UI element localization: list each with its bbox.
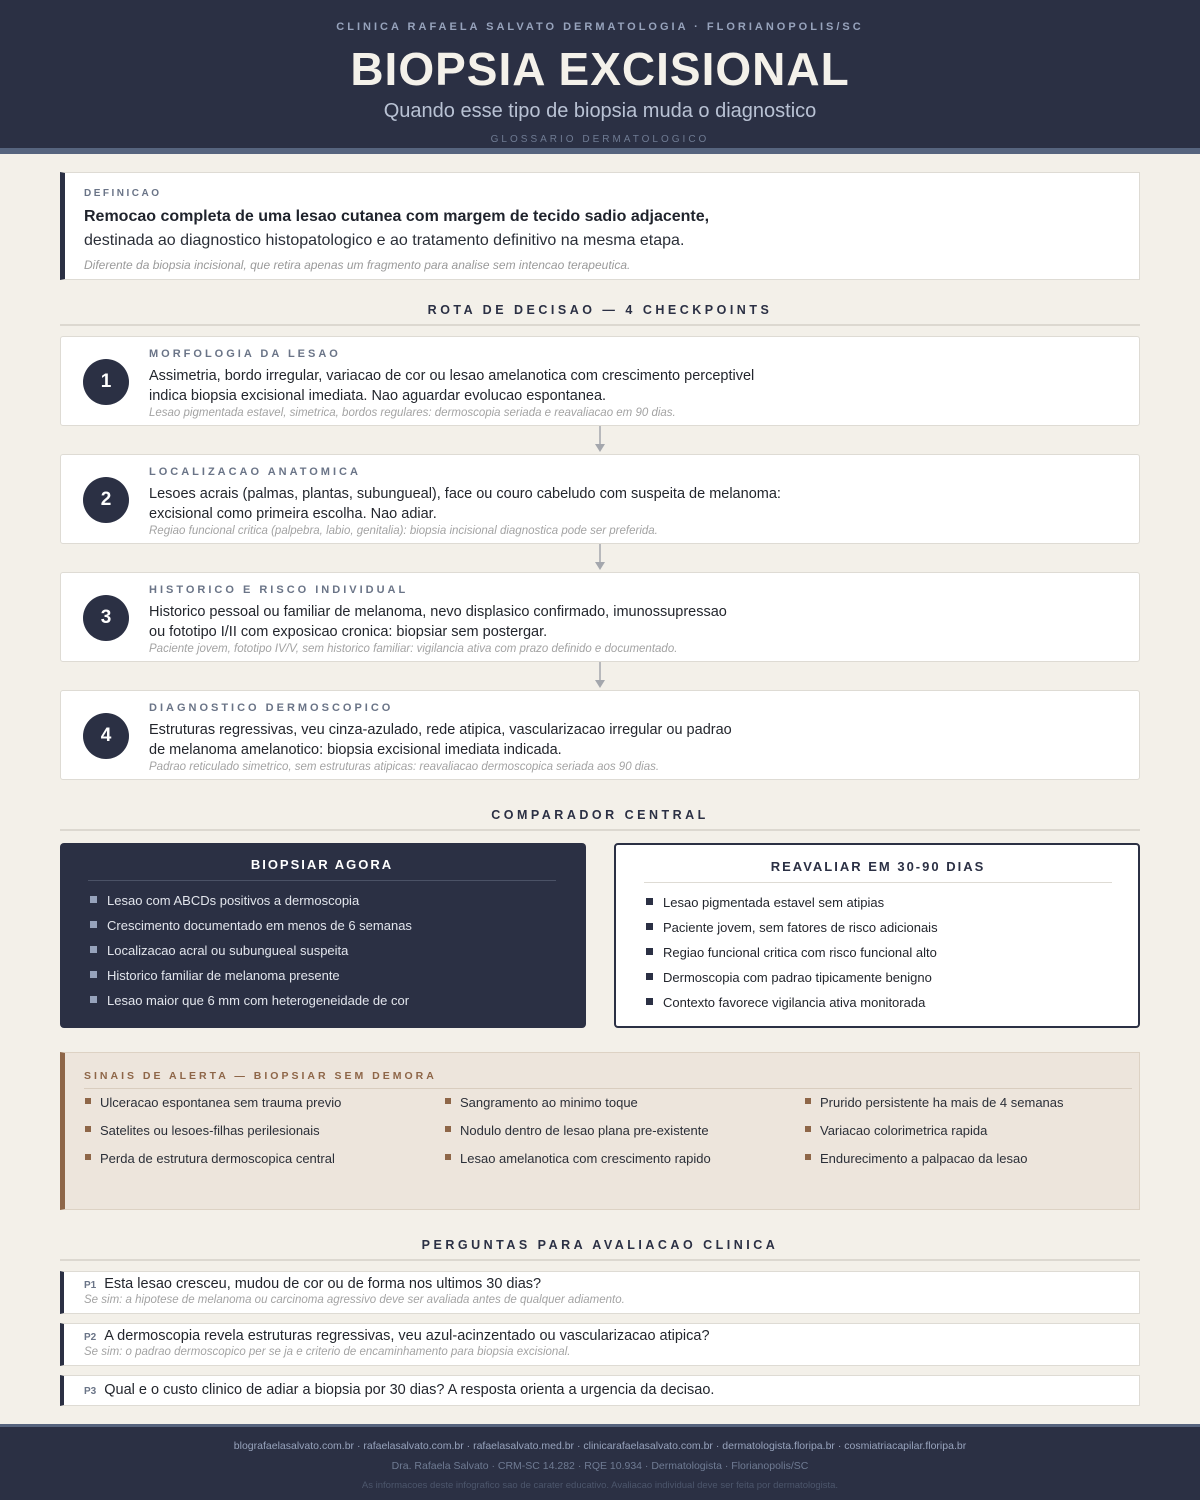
step-number-badge: 2 (83, 477, 129, 523)
step-label: HISTORICO E RISCO INDIVIDUAL (149, 584, 409, 596)
square-bullet-icon (445, 1098, 451, 1104)
route-section-title: ROTA DE DECISAO — 4 CHECKPOINTS (427, 303, 773, 317)
questions-section-title: PERGUNTAS PARA AVALIACAO CLINICA (421, 1238, 779, 1252)
alert-item-text: Lesao amelanotica com crescimento rapido (460, 1151, 711, 1166)
step-note: Padrao reticulado simetrico, sem estruturas atipicas: reavaliacao dermoscopica seriada aos 90 dias. (149, 761, 660, 773)
list-item-text: Lesao pigmentada estavel sem atipias (663, 895, 885, 910)
glossary-tagline: GLOSSARIO DERMATOLOGICO (490, 134, 710, 145)
section-divider (60, 829, 1140, 831)
alert-item-text: Endurecimento a palpacao da lesao (820, 1151, 1028, 1166)
step-text-line: de melanoma amelanotico: biopsia excisional imediata indicada. (149, 742, 562, 758)
checkpoint-2 (60, 454, 1140, 544)
page-subtitle: Quando esse tipo de biopsia muda o diagnostico (383, 100, 817, 122)
square-bullet-icon (90, 946, 97, 953)
arrow-down-icon (594, 662, 606, 690)
step-number-badge: 3 (83, 595, 129, 641)
square-bullet-icon (90, 896, 97, 903)
step-text-line: excisional como primeira escolha. Nao adiar. (149, 506, 437, 522)
definition-card (60, 172, 1140, 280)
header (0, 0, 1200, 148)
arrow-down-icon (594, 544, 606, 572)
list-item-text: Lesao com ABCDs positivos a dermoscopia (107, 893, 360, 908)
alert-item-text: Variacao colorimetrica rapida (820, 1123, 988, 1138)
list-item-text: Contexto favorece vigilancia ativa monitorada (663, 995, 926, 1010)
alert-item (805, 1151, 1027, 1166)
alert-item (805, 1123, 987, 1138)
footer-credentials: Dra. Rafaela Salvato · CRM-SC 14.282 · RQE 10.934 · Dermatologista · Florianopolis/SC (391, 1460, 809, 1472)
list-item (90, 918, 412, 943)
alert-title: SINAIS DE ALERTA — BIOPSIAR SEM DEMORA (84, 1070, 1132, 1089)
step-number-badge: 1 (83, 359, 129, 405)
square-bullet-icon (445, 1154, 451, 1160)
alert-item (445, 1095, 638, 1110)
alert-item (445, 1151, 711, 1166)
square-bullet-icon (85, 1126, 91, 1132)
footer-links: blografaelasalvato.com.br · rafaelasalvato.com.br · rafaelasalvato.med.br · clinicarafaelasalvato.com.br · dermatologista.floripa.br · cosmiatriacapilar.floripa.br (233, 1440, 967, 1452)
question-text: Qual e o custo clinico de adiar a biopsia por 30 dias? A resposta orienta a urgencia da decisao. (104, 1382, 715, 1398)
panel-title: REAVALIAR EM 30-90 DIAS (644, 859, 1112, 883)
panel-title: BIOPSIAR AGORA (88, 857, 556, 881)
checkpoint-1 (60, 336, 1140, 426)
question-text: Esta lesao cresceu, mudou de cor ou de forma nos ultimos 30 dias? (104, 1276, 542, 1292)
list-item-text: Dermoscopia com padrao tipicamente benigno (663, 970, 932, 985)
list-item (646, 995, 938, 1020)
alert-item (85, 1095, 341, 1110)
definition-lead: Remocao completa de uma lesao cutanea com margem de tecido sadio adjacente, (84, 208, 710, 225)
checkpoint-4 (60, 690, 1140, 780)
list-item (646, 920, 938, 945)
question-note: Se sim: a hipotese de melanoma ou carcinoma agressivo deve ser avaliada antes de qualquer adiamento. (84, 1294, 625, 1306)
definition-text: destinada ao diagnostico histopatologico e ao tratamento definitivo na mesma etapa. (84, 232, 685, 249)
checkpoint-3 (60, 572, 1140, 662)
square-bullet-icon (805, 1098, 811, 1104)
alert-item (445, 1123, 709, 1138)
biopsy-now-panel (60, 843, 586, 1028)
step-label: MORFOLOGIA DA LESAO (149, 348, 341, 360)
square-bullet-icon (646, 973, 653, 980)
list-item-text: Historico familiar de melanoma presente (107, 968, 340, 983)
alert-item-text: Sangramento ao minimo toque (460, 1095, 638, 1110)
step-text-line: Lesoes acrais (palmas, plantas, subungueal), face ou couro cabeludo com suspeita de melanoma: (149, 486, 781, 502)
definition-label: DEFINICAO (84, 188, 162, 199)
definition-note: Diferente da biopsia incisional, que retira apenas um fragmento para analise sem intencao terapeutica. (84, 258, 631, 272)
footer-divider (0, 1424, 1200, 1427)
alert-item-text: Nodulo dentro de lesao plana pre-existente (460, 1123, 709, 1138)
square-bullet-icon (646, 923, 653, 930)
step-text-line: Assimetria, bordo irregular, variacao de cor ou lesao amelanotica com crescimento perceptivel (149, 368, 755, 384)
alert-item-text: Perda de estrutura dermoscopica central (100, 1151, 335, 1166)
list-item (646, 945, 938, 970)
question-3 (60, 1375, 1140, 1406)
step-note: Lesao pigmentada estavel, simetrica, bordos regulares: dermoscopia seriada e reavaliacao em 90 dias. (149, 407, 676, 419)
square-bullet-icon (646, 998, 653, 1005)
section-divider (60, 324, 1140, 326)
list-item (646, 895, 938, 920)
list-item (90, 968, 412, 993)
clinic-kicker: CLINICA RAFAELA SALVATO DERMATOLOGIA · FLORIANOPOLIS/SC (336, 21, 864, 33)
step-text-line: Estruturas regressivas, veu cinza-azulado, rede atipica, vascularizacao irregular ou padrao (149, 722, 732, 738)
question-text: A dermoscopia revela estruturas regressivas, veu azul-acinzentado ou vascularizacao atipica? (104, 1328, 710, 1344)
list-item-text: Lesao maior que 6 mm com heterogeneidade de cor (107, 993, 410, 1008)
alert-item (805, 1095, 1064, 1110)
section-divider (60, 1259, 1140, 1261)
step-text-line: Historico pessoal ou familiar de melanoma, nevo displasico confirmado, imunossupressao (149, 604, 727, 620)
question-id: P3 (84, 1386, 97, 1397)
square-bullet-icon (445, 1126, 451, 1132)
square-bullet-icon (90, 921, 97, 928)
question-id: P2 (84, 1332, 97, 1343)
square-bullet-icon (646, 948, 653, 955)
question-1 (60, 1271, 1140, 1314)
reassess-panel (614, 843, 1140, 1028)
arrow-down-icon (594, 426, 606, 454)
alert-item-text: Satelites ou lesoes-filhas perilesionais (100, 1123, 320, 1138)
alert-item (85, 1123, 320, 1138)
alert-item-text: Ulceracao espontanea sem trauma previo (100, 1095, 342, 1110)
step-label: LOCALIZACAO ANATOMICA (149, 466, 361, 478)
question-note: Se sim: o padrao dermoscopico per se ja e criterio de encaminhamento para biopsia excisional. (84, 1346, 571, 1358)
list-item-text: Regiao funcional critica com risco funcional alto (663, 945, 937, 960)
square-bullet-icon (85, 1098, 91, 1104)
footer-disclaimer: As informacoes deste infografico sao de carater educativo. Avaliacao individual deve ser feita por dermatologista. (361, 1480, 839, 1491)
question-2 (60, 1323, 1140, 1366)
header-divider (0, 148, 1200, 154)
square-bullet-icon (85, 1154, 91, 1160)
list-item (90, 993, 412, 1018)
list-item (90, 943, 412, 968)
list-item-text: Crescimento documentado em menos de 6 semanas (107, 918, 412, 933)
step-text-line: ou fototipo I/II com exposicao cronica: biopsiar sem postergar. (149, 624, 548, 640)
list-item-text: Paciente jovem, sem fatores de risco adicionais (663, 920, 938, 935)
square-bullet-icon (90, 971, 97, 978)
square-bullet-icon (646, 898, 653, 905)
question-id: P1 (84, 1280, 97, 1291)
warning-signs-box (60, 1052, 1140, 1210)
step-label: DIAGNOSTICO DERMOSCOPICO (149, 702, 394, 714)
square-bullet-icon (90, 996, 97, 1003)
step-note: Regiao funcional critica (palpebra, labio, genitalia): biopsia incisional diagnostica pode ser preferida. (149, 525, 658, 537)
list-item (90, 893, 412, 918)
step-note: Paciente jovem, fototipo IV/V, sem historico familiar: vigilancia ativa com prazo definido e documentado. (149, 643, 678, 655)
step-number-badge: 4 (83, 713, 129, 759)
page-title: BIOPSIA EXCISIONAL (350, 43, 850, 95)
list-item (646, 970, 938, 995)
alert-item-text: Prurido persistente ha mais de 4 semanas (820, 1095, 1064, 1110)
footer (0, 1424, 1200, 1500)
square-bullet-icon (805, 1154, 811, 1160)
alert-item (85, 1151, 335, 1166)
step-text-line: indica biopsia excisional imediata. Nao aguardar evolucao espontanea. (149, 388, 607, 404)
square-bullet-icon (805, 1126, 811, 1132)
comparator-section-title: COMPARADOR CENTRAL (491, 808, 709, 822)
list-item-text: Localizacao acral ou subungueal suspeita (107, 943, 349, 958)
